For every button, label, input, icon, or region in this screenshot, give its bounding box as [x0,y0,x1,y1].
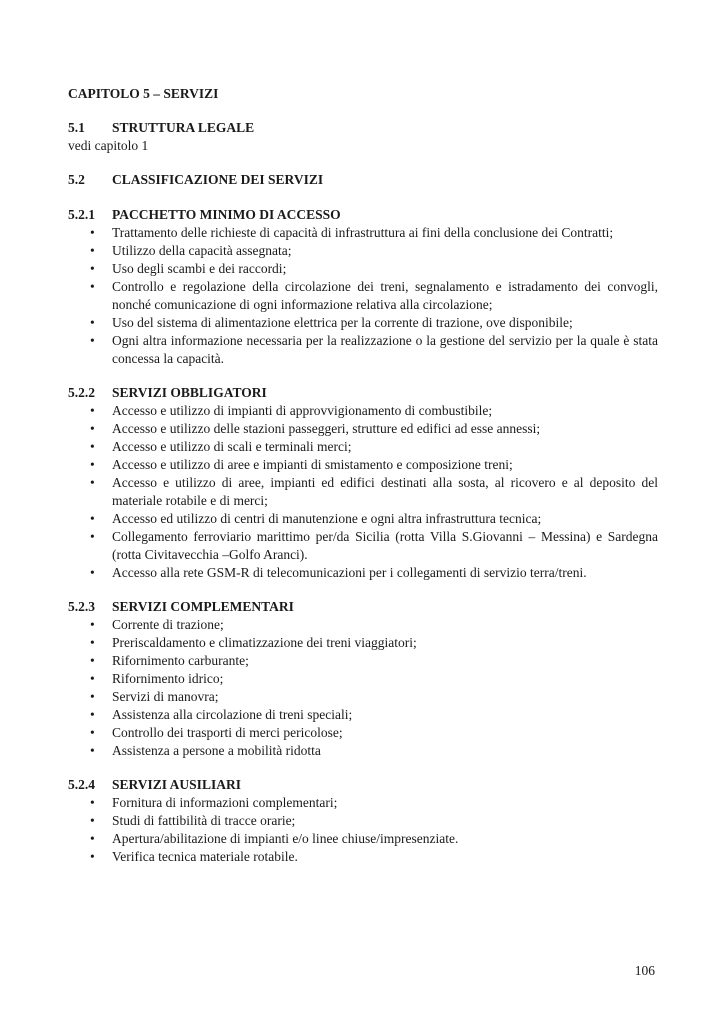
list-item: • Apertura/abilitazione di impianti e/o linee chiuse/impresenziate. [68,830,658,848]
list-item: • Accesso e utilizzo delle stazioni passeggeri, strutture ed edifici ad esse annessi; [68,420,658,438]
bullet-list [68,616,658,760]
section-title: CLASSIFICAZIONE DEI SERVIZI [112,172,324,187]
section-number: 5.2.4 [68,777,95,792]
bullet-list [68,794,658,866]
section-number: 5.2.1 [68,207,95,222]
section-number: 5.2.2 [68,385,95,400]
list-item: • Accesso alla rete GSM-R di telecomunicazioni per i collegamenti di servizio terra/treni. [68,564,658,582]
page-content [68,85,658,882]
list-item: • Corrente di trazione; [68,616,658,634]
list-item: • Accesso e utilizzo di scali e terminali merci; [68,438,658,456]
section-heading [68,206,658,224]
bullet-list [68,402,658,582]
section-title: SERVIZI COMPLEMENTARI [112,599,294,614]
section-5-2-1 [68,206,658,368]
list-item: • Rifornimento idrico; [68,670,658,688]
list-item: • Controllo e regolazione della circolazione dei treni, segnalamento e istradamento dei convogli, nonché comunicazione di ogni informazione relativa alla circolazione; [68,278,658,314]
section-title: STRUTTURA LEGALE [112,120,255,135]
section-heading [68,119,658,137]
list-item: • Ogni altra informazione necessaria per la realizzazione o la gestione del servizio per la quale è stata concessa la capacità. [68,332,658,368]
section-note: vedi capitolo 1 [68,138,149,153]
list-item: • Accesso e utilizzo di impianti di approvvigionamento di combustibile; [68,402,658,420]
list-item: • Accesso e utilizzo di aree e impianti di smistamento e composizione treni; [68,456,658,474]
page-number: 106 [634,963,655,978]
list-item: • Accesso e utilizzo di aree, impianti ed edifici destinati alla sosta, al ricovero e al deposito del materiale rotabile e di merci; [68,474,658,510]
section-5-2-2 [68,384,658,582]
section-5-1 [68,119,658,155]
section-heading [68,384,658,402]
list-item: • Preriscaldamento e climatizzazione dei treni viaggiatori; [68,634,658,652]
list-item: • Servizi di manovra; [68,688,658,706]
list-item: • Uso degli scambi e dei raccordi; [68,260,658,278]
list-item: • Studi di fattibilità di tracce orarie; [68,812,658,830]
list-item: • Controllo dei trasporti di merci pericolose; [68,724,658,742]
list-item: • Assistenza alla circolazione di treni speciali; [68,706,658,724]
section-number: 5.1 [68,120,85,135]
list-item: • Utilizzo della capacità assegnata; [68,242,658,260]
section-number: 5.2 [68,172,85,187]
list-item: • Fornitura di informazioni complementari; [68,794,658,812]
section-5-2-3 [68,598,658,760]
list-item: • Assistenza a persone a mobilità ridotta [68,742,658,760]
section-heading [68,598,658,616]
list-item: • Verifica tecnica materiale rotabile. [68,848,658,866]
section-number: 5.2.3 [68,599,95,614]
list-item: • Uso del sistema di alimentazione elettrica per la corrente di trazione, ove disponibile; [68,314,658,332]
section-title: SERVIZI AUSILIARI [112,777,241,792]
list-item: • Accesso ed utilizzo di centri di manutenzione e ogni altra infrastruttura tecnica; [68,510,658,528]
section-title: PACCHETTO MINIMO DI ACCESSO [112,207,341,222]
section-5-2-4 [68,776,658,866]
chapter-title: CAPITOLO 5 – SERVIZI [68,86,219,101]
section-heading [68,171,658,189]
list-item: • Collegamento ferroviario marittimo per/da Sicilia (rotta Villa S.Giovanni – Messina) e Sardegna (rotta Civitavecchia –Golfo Aranci). [68,528,658,564]
bullet-list [68,224,658,368]
section-heading [68,776,658,794]
list-item: • Trattamento delle richieste di capacità di infrastruttura ai fini della conclusione dei Contratti; [68,224,658,242]
list-item: • Rifornimento carburante; [68,652,658,670]
section-5-2 [68,171,658,189]
section-title: SERVIZI OBBLIGATORI [112,385,267,400]
